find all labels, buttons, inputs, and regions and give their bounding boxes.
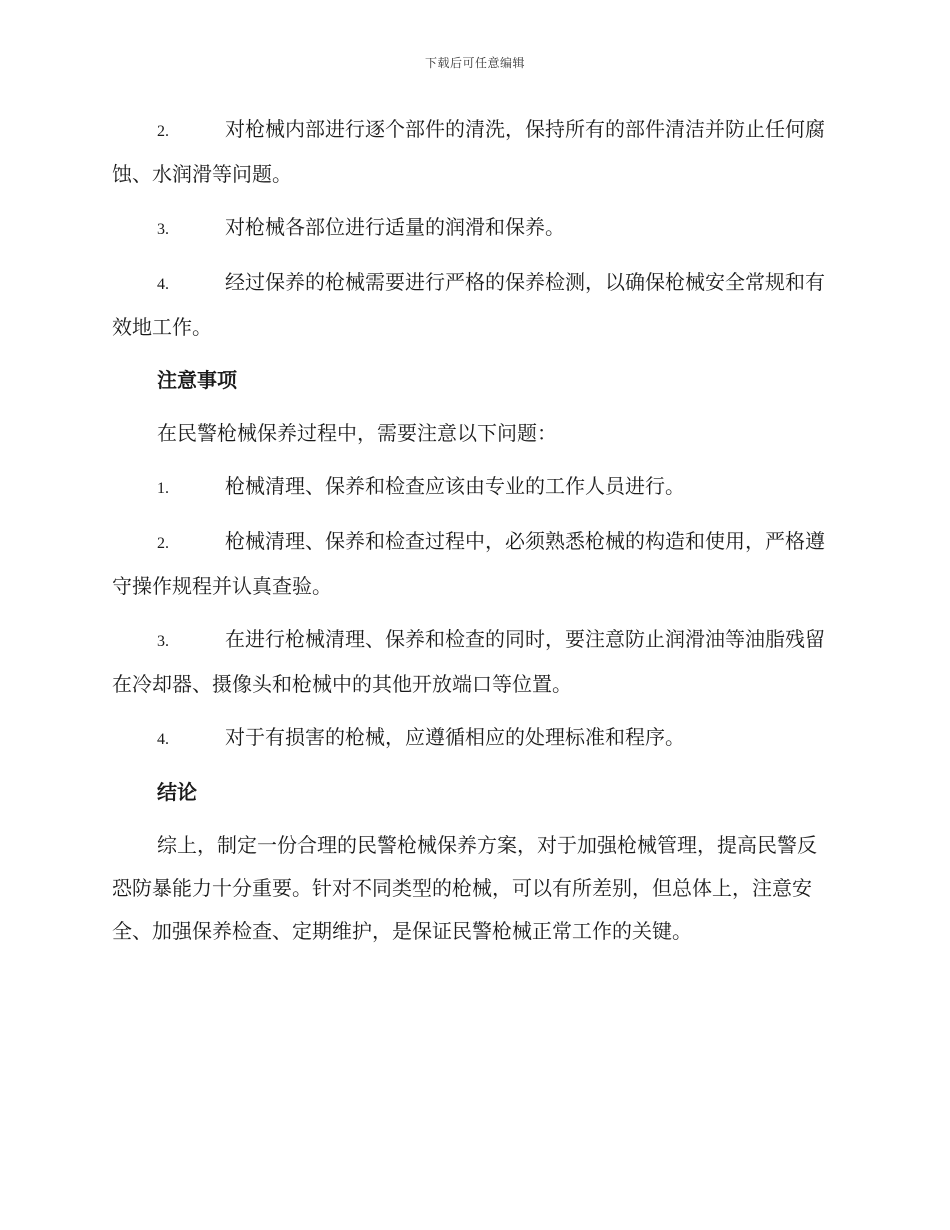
list-number: 2. — [157, 123, 169, 140]
list-item — [112, 261, 834, 349]
list-text: 对枪械内部进行逐个部件的清洗，保持所有的部件清洁并防止任何腐蚀、水润滑等问题。 — [112, 117, 825, 186]
list-number: 3. — [157, 221, 169, 238]
list-number: 1. — [157, 480, 169, 497]
list-number: 4. — [157, 276, 169, 293]
list-item — [112, 108, 834, 196]
list-text: 经过保养的枪械需要进行严格的保养检测，以确保枪械安全常规和有效地工作。 — [112, 270, 825, 339]
list-number: 3. — [157, 633, 169, 650]
list-number: 4. — [157, 731, 169, 748]
document-body — [112, 108, 834, 963]
list-text: 在进行枪械清理、保养和检查的同时，要注意防止润滑油等油脂残留在冷却器、摄像头和枪械中的其他开放端口等位置。 — [112, 627, 825, 696]
list-item — [112, 618, 834, 706]
list-item — [112, 465, 834, 510]
list-item — [112, 716, 834, 761]
conclusion-heading: 结论 — [157, 780, 197, 804]
list-text: 对枪械各部位进行适量的润滑和保养。 — [225, 215, 565, 239]
list-text: 枪械清理、保养和检查应该由专业的工作人员进行。 — [225, 474, 685, 498]
list-item — [112, 520, 834, 608]
list-text: 枪械清理、保养和检查过程中，必须熟悉枪械的构造和使用，严格遵守操作规程并认真查验。 — [112, 529, 825, 598]
notes-intro: 在民警枪械保养过程中，需要注意以下问题： — [157, 421, 557, 445]
conclusion-paragraph: 综上，制定一份合理的民警枪械保养方案，对于加强枪械管理，提高民警反恐防暴能力十分重要。针对不同类型的枪械，可以有所差别，但总体上，注意安全、加强保养检查、定期维护，是保证民警枪械正常工作的关键。 — [112, 833, 817, 943]
list-text: 对于有损害的枪械，应遵循相应的处理标准和程序。 — [225, 725, 685, 749]
list-number: 2. — [157, 535, 169, 552]
page-header: 下载后可任意编辑 — [424, 56, 525, 70]
list-item — [112, 206, 834, 251]
notes-heading: 注意事项 — [157, 368, 237, 392]
